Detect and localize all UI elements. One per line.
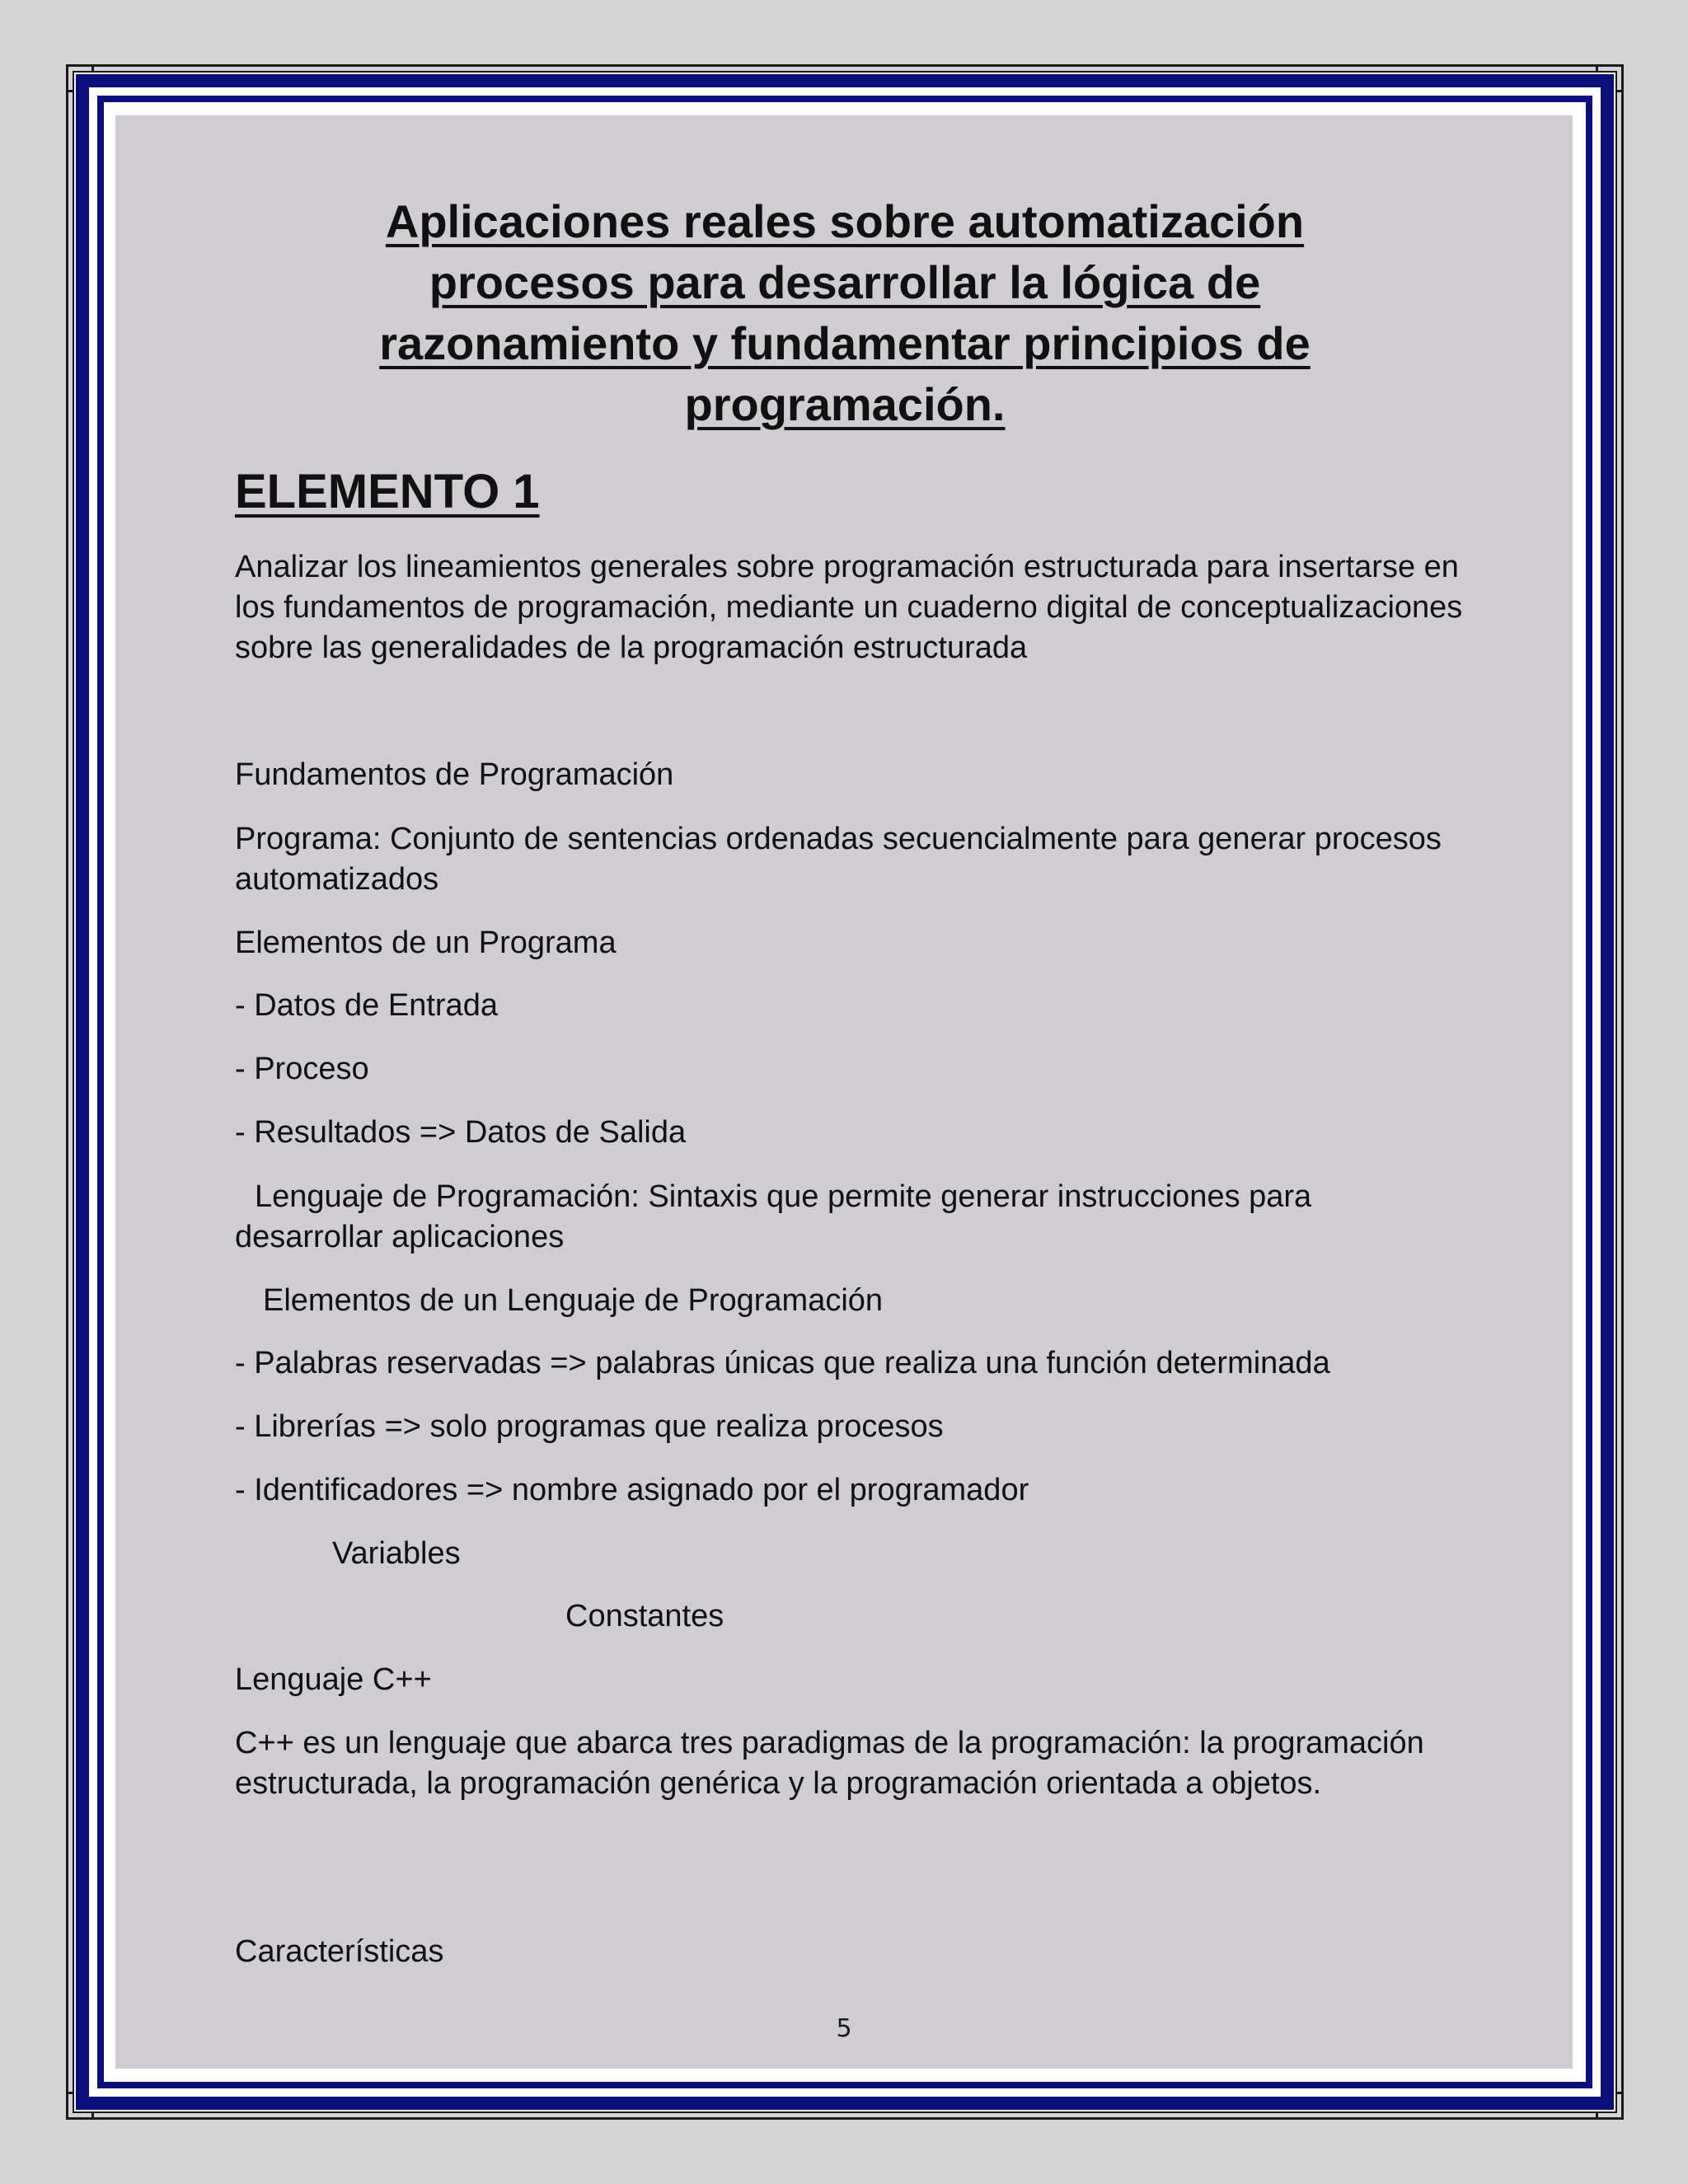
page-number: 5 [836,2014,852,2043]
fundamentos-heading: Fundamentos de Programación [235,757,674,792]
intro-paragraph: Analizar los lineamientos generales sobre programación estructurada para insertarse en los fundamentos de programación, mediante un cuaderno digital de conceptualizaciones sobre las generalidades de la programación estructurada [235,550,1463,665]
lenguaje-definition: Lenguaje de Programación: Sintaxis que permite generar instrucciones para desarrollar aplicaciones [235,1179,1312,1254]
elementos-programa-heading: Elementos de un Programa [235,926,617,960]
caracteristicas-heading: Características [235,1934,444,1969]
programa-definition: Programa: Conjunto de sentencias ordenadas secuencialmente para generar procesos automatizados [235,822,1442,897]
list-item: - Identificadores => nombre asignado por el programador [235,1473,1029,1507]
document-title: Aplicaciones reales sobre automatización procesos para desarrollar la lógica de razonamiento y fundamentar principios de programación. [379,195,1311,430]
list-item: - Palabras reservadas => palabras únicas que realiza una función determinada [235,1346,1330,1380]
lenguaje-cpp-heading: Lenguaje C++ [235,1662,432,1697]
elementos-lenguaje-heading: Elementos de un Lenguaje de Programación [263,1283,884,1318]
cpp-description: C++ es un lenguaje que abarca tres paradigmas de la programación: la programación estructurada, la programación genérica y la programación orientada a objetos. [235,1726,1424,1801]
list-item: - Proceso [235,1052,369,1086]
variables-label: Variables [332,1536,461,1571]
constantes-label: Constantes [565,1599,724,1633]
section-heading: ELEMENTO 1 [235,465,540,518]
list-item: - Datos de Entrada [235,988,498,1023]
list-item: - Librerías => solo programas que realiza procesos [235,1409,944,1444]
list-item: - Resultados => Datos de Salida [235,1115,687,1150]
